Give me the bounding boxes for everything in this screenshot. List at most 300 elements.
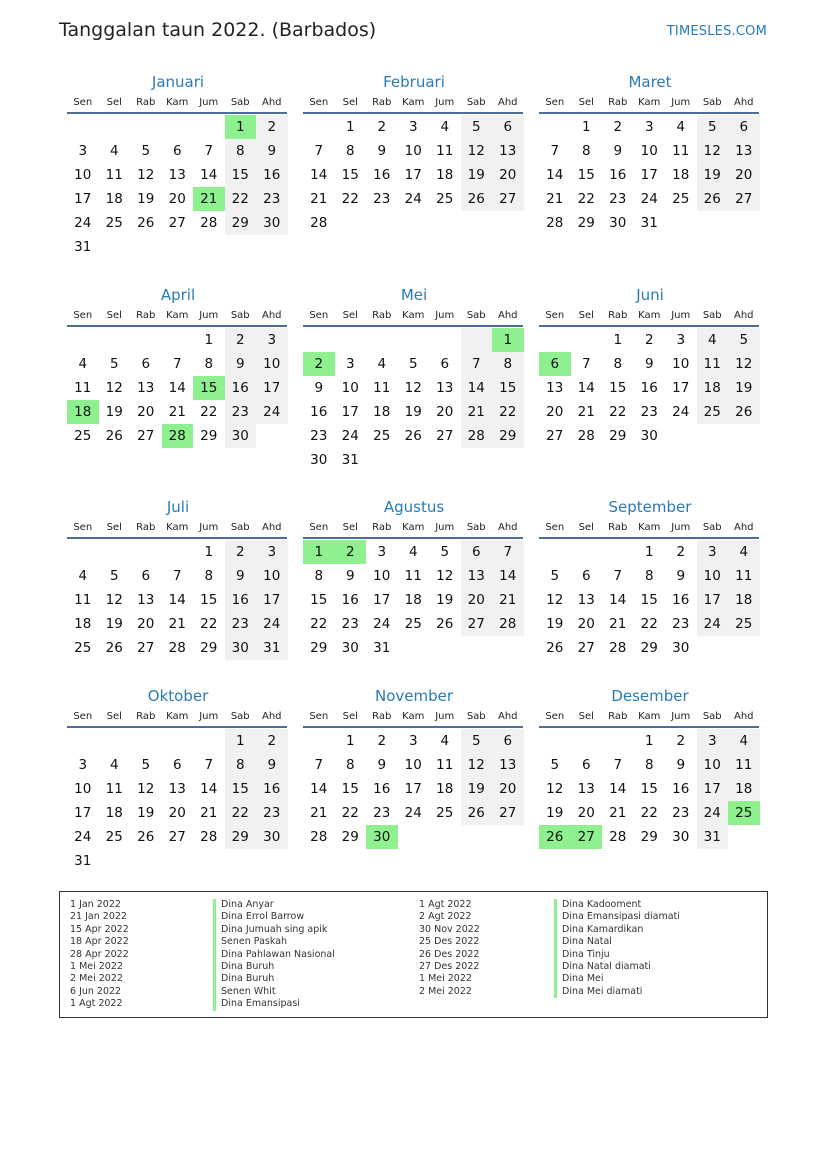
day-cell: 19 <box>546 805 564 821</box>
empty-cell <box>256 849 288 873</box>
month-divider <box>67 325 287 327</box>
day-cell: 12 <box>436 568 454 584</box>
weekday-header <box>303 708 525 726</box>
holiday-day-cell: 2 <box>303 352 335 376</box>
day-grid <box>67 328 289 448</box>
holiday-day-cell: 6 <box>539 352 571 376</box>
day-cell: 24 <box>697 612 729 636</box>
weekday-label: Rab <box>372 522 392 533</box>
day-cell: 21 <box>461 400 493 424</box>
month-6 <box>539 285 761 448</box>
weekday-label: Rab <box>608 711 628 722</box>
day-cell: 14 <box>310 781 328 797</box>
day-cell: 16 <box>225 376 257 400</box>
day-grid <box>539 729 761 849</box>
day-cell: 14 <box>310 167 328 183</box>
day-grid <box>303 729 525 849</box>
day-cell: 9 <box>613 143 623 159</box>
empty-cell <box>539 115 571 139</box>
day-cell: 2 <box>676 733 686 749</box>
day-cell: 28 <box>310 215 328 231</box>
day-cell: 14 <box>168 380 186 396</box>
day-cell: 10 <box>697 564 729 588</box>
empty-cell <box>571 540 603 564</box>
day-cell: 3 <box>256 328 288 352</box>
empty-cell <box>429 211 461 235</box>
day-cell: 11 <box>436 143 454 159</box>
empty-cell <box>67 540 99 564</box>
weekday-label: Ahd <box>497 522 518 533</box>
legend-dates-left <box>70 899 129 1011</box>
day-cell: 13 <box>577 592 595 608</box>
day-cell: 8 <box>644 757 654 773</box>
day-cell: 18 <box>728 777 760 801</box>
empty-cell <box>602 540 634 564</box>
weekday-header <box>303 519 525 537</box>
day-cell: 2 <box>676 544 686 560</box>
day-cell: 17 <box>256 376 288 400</box>
day-cell: 23 <box>373 805 391 821</box>
day-cell: 23 <box>373 191 391 207</box>
legend-line: 26 Des 2022 <box>419 948 480 960</box>
legend-line: 21 Jan 2022 <box>70 911 127 923</box>
empty-cell <box>461 636 493 660</box>
month-5 <box>303 285 525 472</box>
day-cell: 27 <box>577 640 595 656</box>
day-cell: 21 <box>310 805 328 821</box>
holiday-day-cell: 1 <box>225 115 257 139</box>
day-cell: 23 <box>225 400 257 424</box>
day-cell: 9 <box>676 757 686 773</box>
empty-cell <box>162 235 194 259</box>
day-cell: 1 <box>345 733 355 749</box>
month-divider <box>67 537 287 539</box>
empty-cell <box>398 825 430 849</box>
weekday-header <box>539 94 761 112</box>
weekday-label: Sen <box>545 522 565 533</box>
weekday-header <box>303 307 525 325</box>
day-cell: 26 <box>137 215 155 231</box>
empty-cell <box>429 448 461 472</box>
weekday-label: Kam <box>402 97 425 108</box>
weekday-label: Rab <box>608 97 628 108</box>
day-cell: 9 <box>225 352 257 376</box>
empty-cell <box>256 235 288 259</box>
legend-line: Dina Emansipasi diamati <box>562 911 680 923</box>
empty-cell <box>335 211 367 235</box>
day-cell: 15 <box>225 163 257 187</box>
day-cell: 3 <box>697 729 729 753</box>
day-cell: 14 <box>200 781 218 797</box>
month-7 <box>67 497 289 660</box>
day-cell: 9 <box>377 143 387 159</box>
weekday-label: Sel <box>342 711 358 722</box>
day-cell: 18 <box>697 376 729 400</box>
day-cell: 25 <box>105 215 123 231</box>
day-cell: 14 <box>492 564 524 588</box>
day-cell: 27 <box>168 829 186 845</box>
day-cell: 16 <box>373 167 391 183</box>
day-cell: 24 <box>672 404 690 420</box>
day-cell: 3 <box>78 757 88 773</box>
month-divider <box>539 537 759 539</box>
day-cell: 4 <box>728 729 760 753</box>
empty-cell <box>492 636 524 660</box>
month-3 <box>539 72 761 235</box>
day-cell: 15 <box>225 777 257 801</box>
weekday-label: Sab <box>702 522 722 533</box>
day-cell: 29 <box>492 424 524 448</box>
day-cell: 12 <box>461 139 493 163</box>
weekday-label: Sel <box>578 310 594 321</box>
day-cell: 16 <box>256 777 288 801</box>
holiday-day-cell: 30 <box>366 825 398 849</box>
day-cell: 7 <box>172 356 182 372</box>
day-cell: 22 <box>200 616 218 632</box>
day-cell: 10 <box>256 352 288 376</box>
empty-cell <box>697 636 729 660</box>
day-cell: 20 <box>461 588 493 612</box>
day-cell: 20 <box>168 191 186 207</box>
day-cell: 8 <box>644 568 654 584</box>
legend-line: Dina Buruh <box>221 960 275 972</box>
legend-line: 2 Agt 2022 <box>419 911 472 923</box>
month-name: Desember <box>611 687 689 705</box>
day-cell: 5 <box>728 328 760 352</box>
day-cell: 28 <box>168 640 186 656</box>
day-cell: 26 <box>137 829 155 845</box>
day-cell: 21 <box>609 805 627 821</box>
empty-cell <box>398 636 430 660</box>
weekday-label: Jum <box>671 522 691 533</box>
day-cell: 15 <box>310 592 328 608</box>
day-cell: 21 <box>200 805 218 821</box>
legend-dates-right <box>419 899 480 998</box>
day-cell: 16 <box>256 163 288 187</box>
day-cell: 12 <box>546 592 564 608</box>
weekday-label: Jum <box>671 711 691 722</box>
day-cell: 2 <box>256 729 288 753</box>
day-cell: 31 <box>373 640 391 656</box>
month-name: Maret <box>628 73 672 91</box>
day-cell: 8 <box>204 356 214 372</box>
weekday-label: Ahd <box>261 711 282 722</box>
month-4 <box>67 285 289 448</box>
day-cell: 19 <box>461 163 493 187</box>
weekday-label: Sen <box>309 711 329 722</box>
day-cell: 17 <box>697 588 729 612</box>
month-divider <box>539 325 759 327</box>
day-cell: 31 <box>74 853 92 869</box>
legend-line: Dina Errol Barrow <box>221 911 305 923</box>
day-cell: 19 <box>404 404 422 420</box>
holiday-day-cell: 27 <box>571 825 603 849</box>
day-cell: 23 <box>672 805 690 821</box>
day-cell: 13 <box>546 380 564 396</box>
month-divider <box>303 537 523 539</box>
month-12 <box>539 686 761 849</box>
legend-line: Dina Kamardikan <box>562 923 644 935</box>
day-cell: 4 <box>440 733 450 749</box>
empty-cell <box>303 328 335 352</box>
legend-line: 30 Nov 2022 <box>419 923 480 935</box>
day-cell: 24 <box>640 191 658 207</box>
day-cell: 1 <box>581 119 591 135</box>
day-cell: 29 <box>640 829 658 845</box>
day-grid <box>303 115 525 235</box>
day-cell: 8 <box>581 143 591 159</box>
day-cell: 16 <box>341 592 359 608</box>
holiday-day-cell: 15 <box>193 376 225 400</box>
holiday-day-cell: 26 <box>539 825 571 849</box>
day-cell: 12 <box>546 781 564 797</box>
day-cell: 10 <box>697 753 729 777</box>
brand-link[interactable]: TIMESLES.COM <box>666 24 767 39</box>
day-cell: 12 <box>728 352 760 376</box>
weekday-label: Sel <box>106 522 122 533</box>
day-cell: 11 <box>74 592 92 608</box>
day-cell: 15 <box>577 167 595 183</box>
weekday-label: Sab <box>230 97 250 108</box>
day-cell: 23 <box>609 191 627 207</box>
day-cell: 23 <box>341 616 359 632</box>
empty-cell <box>162 849 194 873</box>
day-cell: 30 <box>640 428 658 444</box>
day-cell: 13 <box>728 139 760 163</box>
weekday-header <box>303 94 525 112</box>
weekday-label: Ahd <box>261 310 282 321</box>
day-cell: 3 <box>697 540 729 564</box>
weekday-header <box>67 307 289 325</box>
empty-cell <box>728 211 760 235</box>
day-cell: 6 <box>581 757 591 773</box>
weekday-label: Kam <box>166 97 189 108</box>
day-cell: 13 <box>137 380 155 396</box>
day-cell: 19 <box>728 376 760 400</box>
day-cell: 20 <box>492 163 524 187</box>
day-cell: 29 <box>640 640 658 656</box>
empty-cell <box>602 729 634 753</box>
empty-cell <box>67 115 99 139</box>
month-name: Agustus <box>383 498 445 516</box>
holiday-legend <box>59 891 768 1018</box>
empty-cell <box>335 328 367 352</box>
day-cell: 19 <box>546 616 564 632</box>
empty-cell <box>130 235 162 259</box>
day-cell: 20 <box>137 616 155 632</box>
empty-cell <box>366 328 398 352</box>
weekday-label: Rab <box>136 522 156 533</box>
day-cell: 28 <box>609 640 627 656</box>
day-cell: 20 <box>492 777 524 801</box>
page-title: Tanggalan taun 2022. (Barbados) <box>59 19 377 41</box>
day-cell: 25 <box>74 640 92 656</box>
day-cell: 7 <box>492 540 524 564</box>
day-cell: 3 <box>256 540 288 564</box>
day-cell: 21 <box>168 616 186 632</box>
day-cell: 17 <box>697 777 729 801</box>
month-name: Februari <box>383 73 445 91</box>
day-cell: 8 <box>492 352 524 376</box>
day-cell: 7 <box>204 143 214 159</box>
day-cell: 9 <box>314 380 324 396</box>
empty-cell <box>728 825 760 849</box>
empty-cell <box>162 540 194 564</box>
weekday-label: Sen <box>309 310 329 321</box>
day-cell: 9 <box>256 753 288 777</box>
weekday-label: Ahd <box>733 711 754 722</box>
day-cell: 11 <box>728 564 760 588</box>
weekday-label: Kam <box>166 711 189 722</box>
day-cell: 16 <box>225 588 257 612</box>
empty-cell <box>99 849 131 873</box>
day-cell: 25 <box>697 400 729 424</box>
day-cell: 15 <box>492 376 524 400</box>
empty-cell <box>366 448 398 472</box>
day-grid <box>67 540 289 660</box>
day-cell: 27 <box>137 428 155 444</box>
day-cell: 1 <box>225 729 257 753</box>
day-cell: 5 <box>440 544 450 560</box>
day-cell: 7 <box>581 356 591 372</box>
day-cell: 23 <box>672 616 690 632</box>
day-cell: 10 <box>404 143 422 159</box>
month-name: September <box>608 498 692 516</box>
day-cell: 15 <box>609 380 627 396</box>
day-cell: 26 <box>404 428 422 444</box>
day-cell: 29 <box>341 829 359 845</box>
weekday-label: Jum <box>435 310 455 321</box>
day-cell: 12 <box>697 139 729 163</box>
day-cell: 9 <box>256 139 288 163</box>
day-cell: 27 <box>137 640 155 656</box>
month-name: April <box>160 286 196 304</box>
day-cell: 19 <box>105 616 123 632</box>
day-cell: 4 <box>697 328 729 352</box>
holiday-day-cell: 18 <box>67 400 99 424</box>
empty-cell <box>130 729 162 753</box>
day-cell: 12 <box>137 167 155 183</box>
day-cell: 22 <box>640 616 658 632</box>
legend-line: Senen Whit <box>221 985 276 997</box>
day-cell: 25 <box>74 428 92 444</box>
day-cell: 19 <box>105 404 123 420</box>
weekday-label: Sab <box>466 711 486 722</box>
weekday-label: Ahd <box>497 310 518 321</box>
legend-line: Dina Natal <box>562 936 612 948</box>
weekday-label: Sen <box>73 711 93 722</box>
month-divider <box>539 112 759 114</box>
day-cell: 24 <box>74 215 92 231</box>
day-cell: 7 <box>461 352 493 376</box>
month-2 <box>303 72 525 235</box>
empty-cell <box>728 424 760 448</box>
weekday-label: Sel <box>106 711 122 722</box>
empty-cell <box>429 825 461 849</box>
day-cell: 28 <box>609 829 627 845</box>
day-cell: 10 <box>373 568 391 584</box>
weekday-label: Sab <box>230 711 250 722</box>
weekday-label: Rab <box>608 310 628 321</box>
day-cell: 7 <box>613 568 623 584</box>
day-cell: 10 <box>74 781 92 797</box>
day-cell: 4 <box>440 119 450 135</box>
legend-line: 27 Des 2022 <box>419 960 480 972</box>
day-cell: 30 <box>310 452 328 468</box>
day-cell: 3 <box>78 143 88 159</box>
day-cell: 13 <box>577 781 595 797</box>
day-cell: 8 <box>345 757 355 773</box>
holiday-day-cell: 1 <box>492 328 524 352</box>
weekday-label: Sab <box>702 97 722 108</box>
day-cell: 11 <box>436 757 454 773</box>
weekday-label: Sel <box>106 97 122 108</box>
day-cell: 24 <box>256 400 288 424</box>
day-cell: 30 <box>256 825 288 849</box>
day-cell: 14 <box>168 592 186 608</box>
day-cell: 23 <box>256 801 288 825</box>
day-cell: 20 <box>577 616 595 632</box>
weekday-label: Kam <box>166 310 189 321</box>
day-cell: 20 <box>137 404 155 420</box>
legend-line: 1 Agt 2022 <box>419 899 472 910</box>
empty-cell <box>665 424 697 448</box>
day-cell: 14 <box>546 167 564 183</box>
day-cell: 2 <box>644 332 654 348</box>
day-cell: 23 <box>640 404 658 420</box>
day-cell: 13 <box>461 564 493 588</box>
empty-cell <box>398 328 430 352</box>
holiday-day-cell: 25 <box>728 801 760 825</box>
weekday-label: Sen <box>545 711 565 722</box>
day-cell: 15 <box>341 167 359 183</box>
day-cell: 4 <box>408 544 418 560</box>
day-cell: 3 <box>345 356 355 372</box>
day-cell: 26 <box>546 640 564 656</box>
month-divider <box>303 726 523 728</box>
day-cell: 15 <box>640 592 658 608</box>
day-cell: 4 <box>728 540 760 564</box>
legend-line: Dina Emansipasi <box>221 998 300 1010</box>
weekday-label: Rab <box>372 711 392 722</box>
empty-cell <box>492 448 524 472</box>
weekday-label: Sab <box>466 522 486 533</box>
day-cell: 5 <box>461 115 493 139</box>
weekday-label: Kam <box>638 310 661 321</box>
day-cell: 1 <box>345 119 355 135</box>
weekday-label: Sen <box>73 97 93 108</box>
day-cell: 27 <box>728 187 760 211</box>
empty-cell <box>225 235 257 259</box>
day-cell: 14 <box>577 380 595 396</box>
day-cell: 22 <box>341 191 359 207</box>
weekday-label: Sen <box>309 522 329 533</box>
day-cell: 21 <box>546 191 564 207</box>
month-divider <box>303 325 523 327</box>
day-cell: 25 <box>373 428 391 444</box>
holiday-day-cell: 28 <box>162 424 194 448</box>
month-divider <box>539 726 759 728</box>
weekday-label: Rab <box>136 711 156 722</box>
empty-cell <box>728 636 760 660</box>
day-cell: 27 <box>168 215 186 231</box>
legend-line: 25 Des 2022 <box>419 936 480 948</box>
weekday-label: Rab <box>372 310 392 321</box>
empty-cell <box>130 540 162 564</box>
day-cell: 26 <box>105 428 123 444</box>
day-cell: 30 <box>672 829 690 845</box>
day-cell: 17 <box>341 404 359 420</box>
